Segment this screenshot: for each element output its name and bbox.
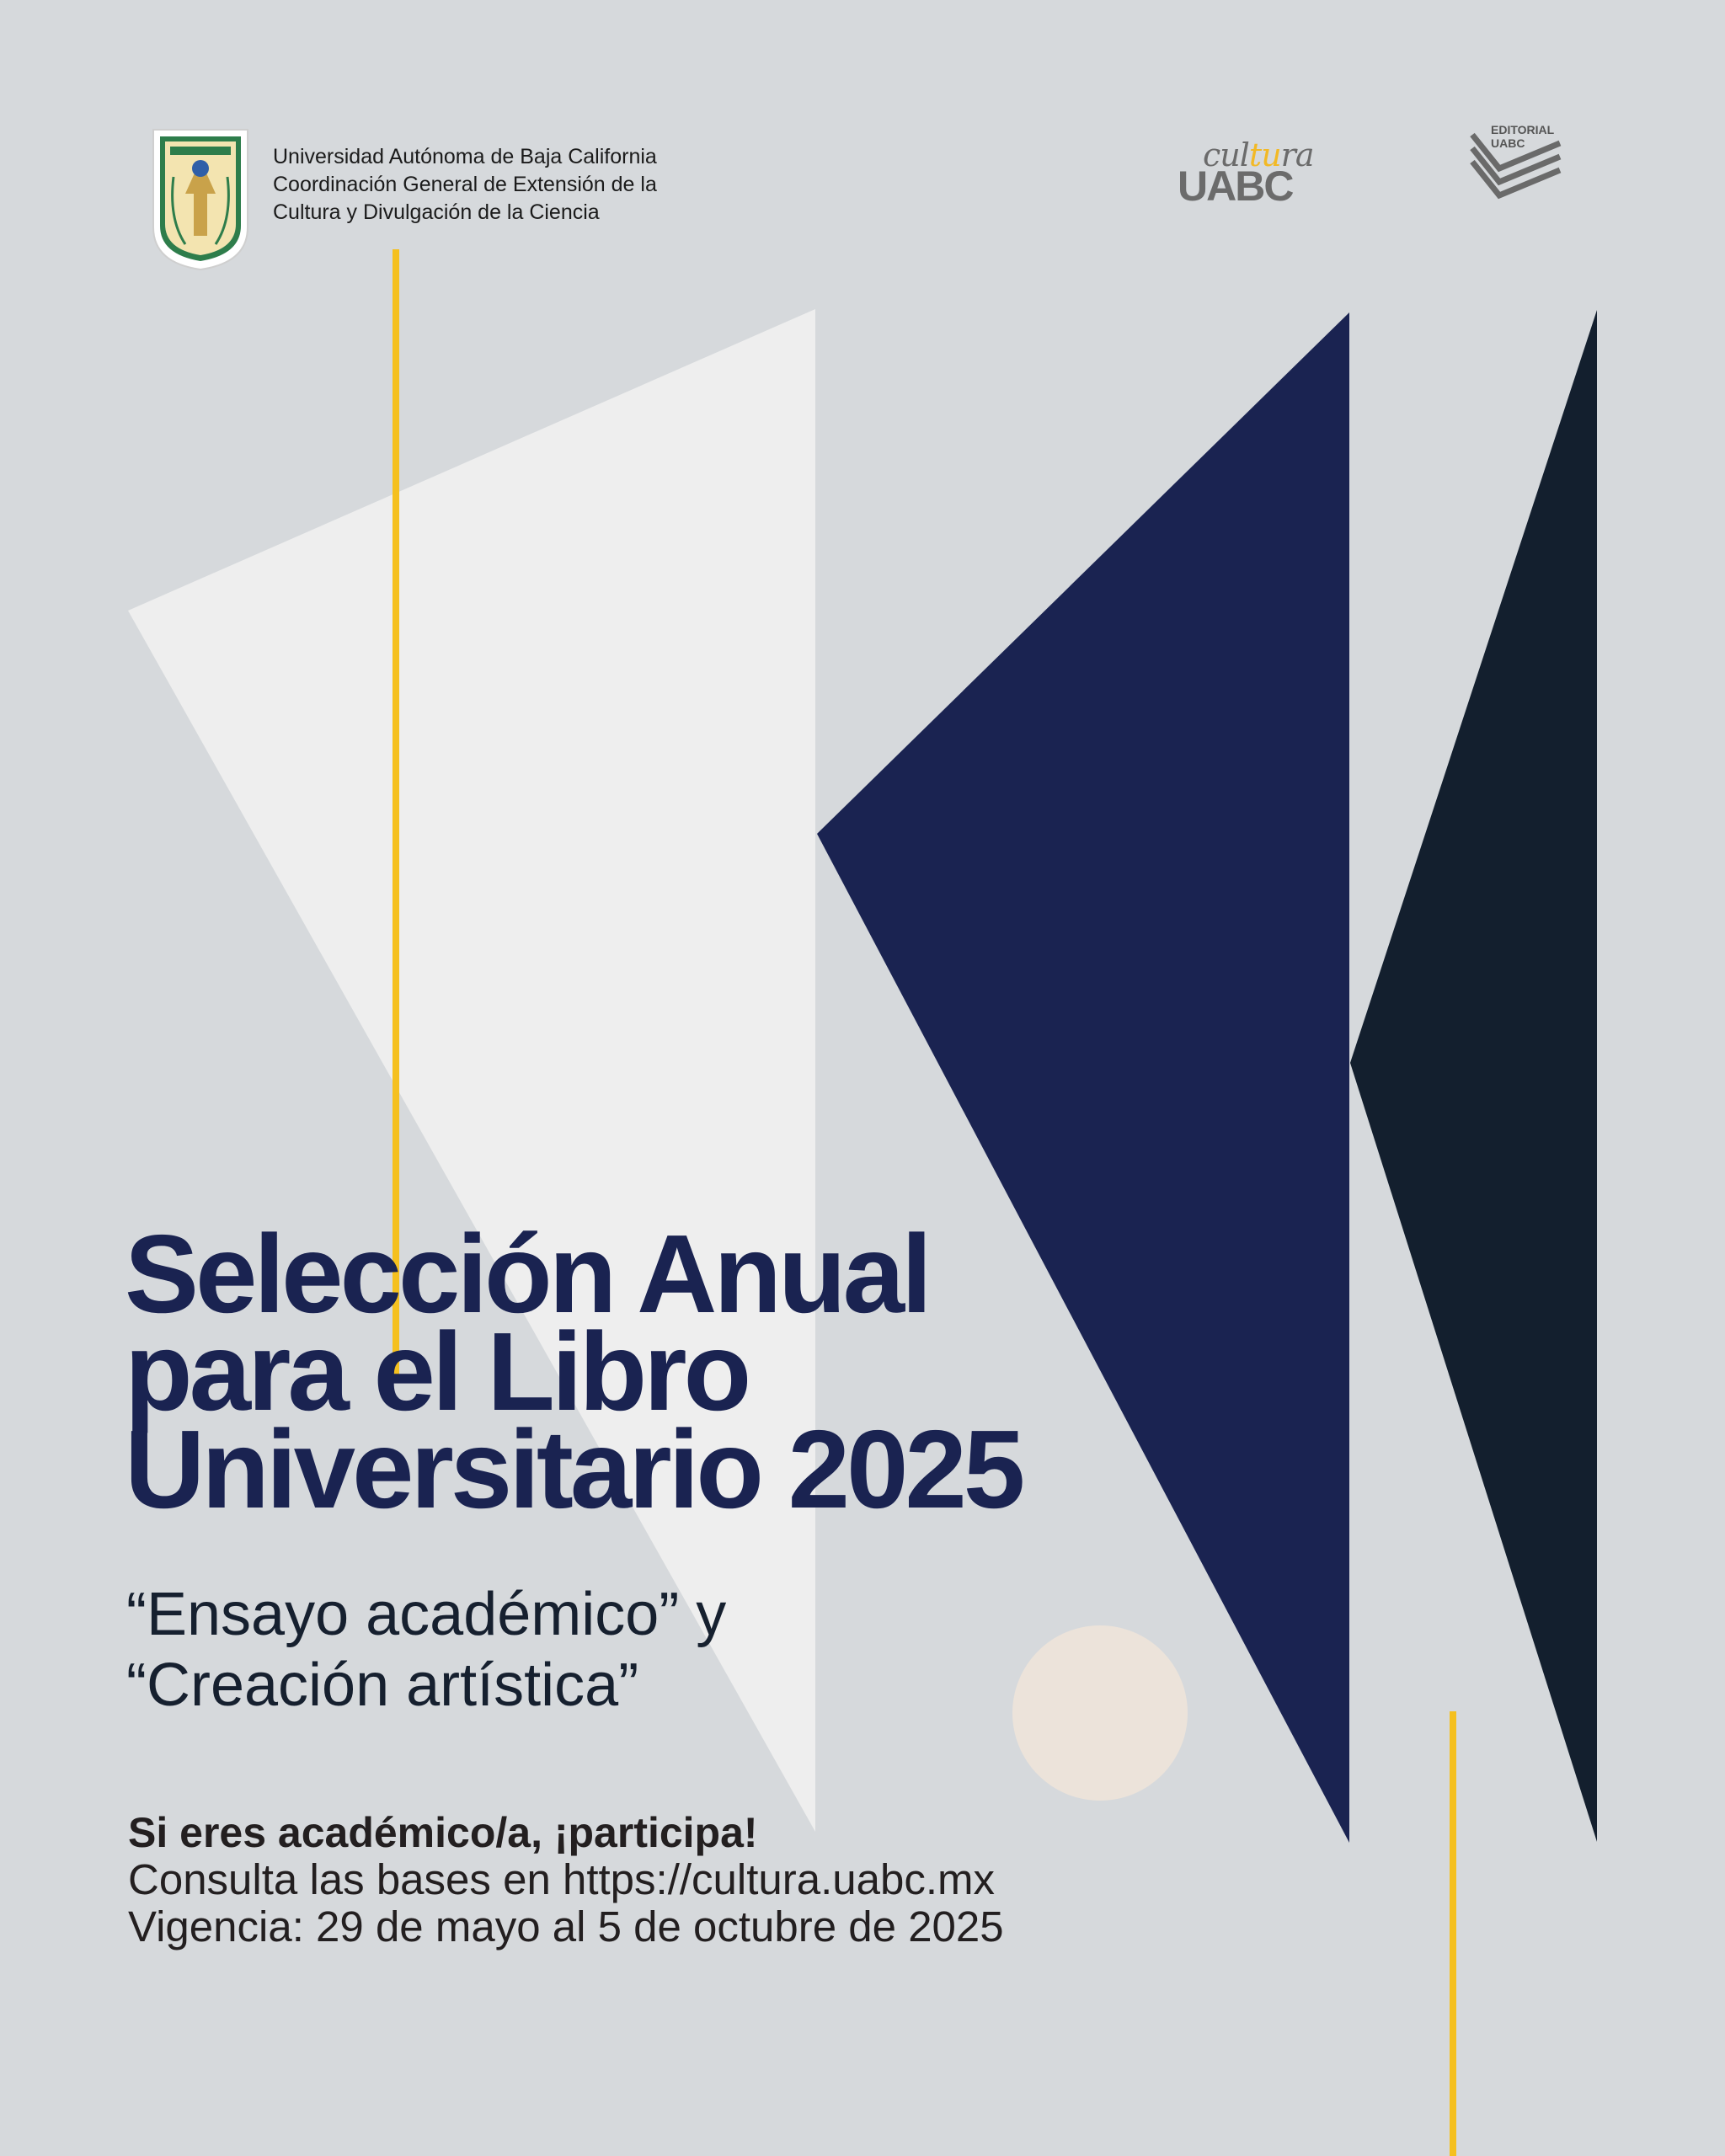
cultura-uabc-text: UABC xyxy=(1178,163,1293,210)
org-line-1: Universidad Autónoma de Baja California xyxy=(273,145,657,168)
cultura-script-c: ra xyxy=(1280,136,1314,173)
org-line-2: Coordinación General de Extensión de la xyxy=(273,173,657,196)
beige-circle xyxy=(1012,1625,1188,1801)
cultura-script-a: cul xyxy=(1203,136,1249,173)
title-line-2: para el Libro xyxy=(125,1310,749,1433)
vigencia-line: Vigencia: 29 de mayo al 5 de octubre de 2025 xyxy=(128,1903,1004,1951)
subtitle-line-2: “Creación artística” xyxy=(126,1652,639,1719)
bases-line: Consulta las bases en https://cultura.uabc.mx xyxy=(128,1855,996,1903)
title-line-1: Selección Anual xyxy=(125,1212,929,1336)
cultura-uabc-logo xyxy=(1178,136,1314,210)
editorial-line-1: EDITORIAL xyxy=(1491,123,1555,136)
editorial-uabc-logo xyxy=(1467,123,1568,216)
navy-triangle xyxy=(817,312,1349,1843)
yellow-line-top xyxy=(393,249,399,1376)
yellow-line-bottom xyxy=(1450,1711,1456,2156)
header xyxy=(148,126,657,271)
org-name xyxy=(273,143,657,227)
editorial-line-2: UABC xyxy=(1491,136,1525,150)
info-block xyxy=(128,1809,1004,1951)
dark-triangle xyxy=(1350,310,1597,1842)
book-chevron-icon xyxy=(1467,126,1568,211)
cultura-script-b: tu xyxy=(1248,136,1281,173)
call-to-action: Si eres académico/a, ¡participa! xyxy=(128,1809,758,1856)
title-line-3: Universitario 2025 xyxy=(125,1407,1023,1531)
subtitle-line-1: “Ensayo académico” y xyxy=(126,1581,727,1648)
main-title xyxy=(125,1212,1023,1531)
org-line-3: Cultura y Divulgación de la Ciencia xyxy=(273,200,600,224)
uabc-seal-icon xyxy=(148,126,253,271)
subtitle xyxy=(126,1579,726,1721)
